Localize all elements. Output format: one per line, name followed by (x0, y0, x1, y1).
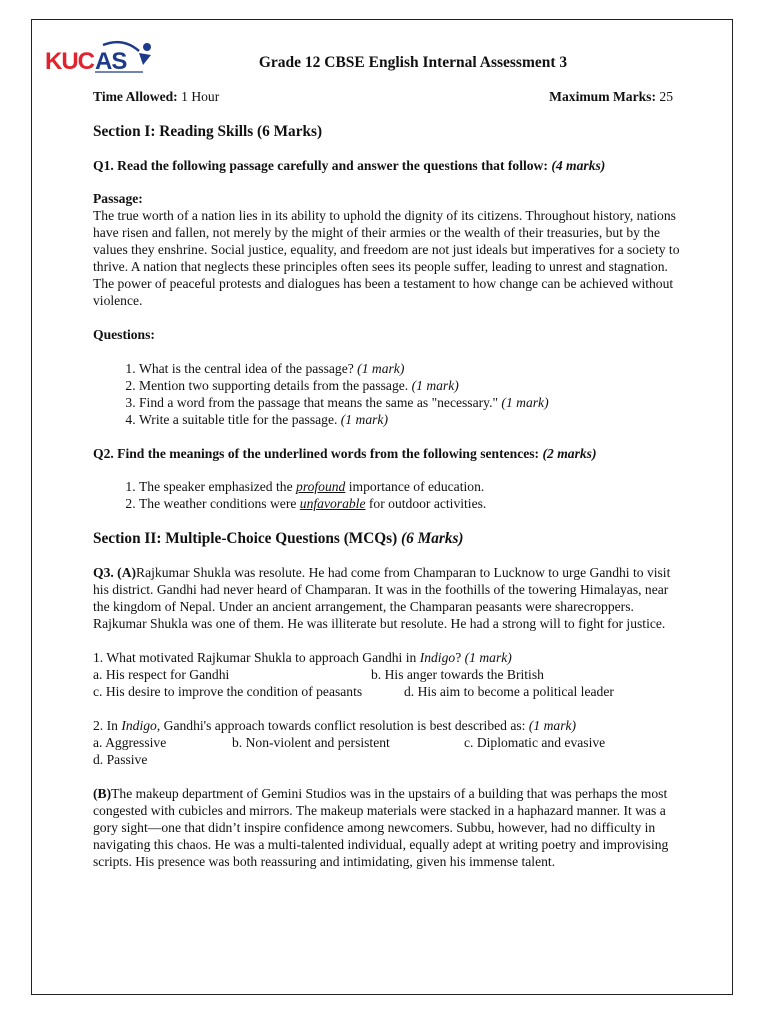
mcq2-option-b: b. Non-violent and persistent (232, 735, 390, 750)
questions-label: Questions: (93, 327, 155, 342)
section2-title: Section II: Multiple-Choice Questions (MCQs) (6 Marks) (93, 530, 464, 547)
mcq1-option-d: d. His aim to become a political leader (404, 684, 614, 699)
svg-text:KUC: KUC (45, 48, 94, 75)
maximum-marks: Maximum Marks: 25 (549, 89, 673, 104)
list-item: 2. The weather conditions were unfavorable for outdoor activities. (139, 495, 683, 512)
q2-sentence-list (93, 478, 683, 512)
section1-title: Section I: Reading Skills (6 Marks) (93, 123, 323, 140)
list-item: 2. Mention two supporting details from the passage. (1 mark) (139, 377, 683, 394)
list-item: 1. The speaker emphasized the profound importance of education. (139, 478, 683, 495)
b-passage: (B)The makeup department of Gemini Studios was in the upstairs of a building that was perhaps the most congested with cubicles and mirrors. The makeup materials were stacked in a haphazard manner. It was a gory sight—one that didn’t inspire confidence among newcomers. Subbu, however, had no difficulty in navigating this chaos. He was a multi-talented individual, equally adept at writing poetry and improvising scripts. His presence was both reassuring and intimidating, given his immense talent. (93, 786, 669, 869)
document-body (93, 88, 683, 870)
svg-text:AS: AS (95, 48, 127, 75)
mcq1-option-b: b. His anger towards the British (371, 667, 544, 682)
passage-label: Passage: (93, 191, 143, 206)
list-item: 1. What is the central idea of the passage? (1 mark) (139, 360, 683, 377)
time-allowed: Time Allowed: 1 Hour (93, 89, 220, 104)
mcq1-option-c: c. His desire to improve the condition of peasants (93, 684, 363, 699)
page-title: Grade 12 CBSE English Internal Assessment 3 (258, 54, 568, 71)
passage-text: The true worth of a nation lies in its ability to uphold the dignity of its citizens. Throughout history, nations have risen and fallen, not merely by the might of their armies or the wealth of their treasuries, but by the values they enshrine. Social justice, equality, and freedom are not just ideals but imperatives for a society to thrive. A nation that neglects these principles often sees its people suffer, leading to unrest and stagnation. The power of peaceful protests and dialogues has been a testament to how change can be achieved without violence. (93, 208, 680, 308)
mcq1-option-a: a. His respect for Gandhi (93, 667, 230, 682)
q2-prompt: Q2. Find the meanings of the underlined words from the following sentences: (2 marks) (93, 446, 597, 461)
q1-prompt: Q1. Read the following passage carefully and answer the questions that follow: (4 marks) (93, 158, 606, 173)
exam-meta (93, 88, 683, 105)
q3-passage: Q3. (A)Rajkumar Shukla was resolute. He had come from Champaran to Lucknow to urge Gandhi to visit his district. Gandhi had never heard of Champaran. It was in the foothills of the towering Himalayas, near the kingdom of Nepal. Under an ancient arrangement, the Champaran peasants were sharecroppers. Rajkumar Shukla was one of them. He was illiterate but resolute. He had a strong will to fight for justice. (93, 565, 671, 631)
list-item: 4. Write a suitable title for the passage. (1 mark) (139, 411, 683, 428)
list-item: 3. Find a word from the passage that means the same as "necessary." (1 mark) (139, 394, 683, 411)
document-page (31, 19, 733, 995)
mcq-2: 2. In Indigo, Gandhi's approach towards conflict resolution is best described as: (1 mark) a. Aggressive b. Non-violent and persistent c. Diplomatic and evasive d. Passive (93, 717, 683, 768)
mcq-1: 1. What motivated Rajkumar Shukla to approach Gandhi in Indigo? (1 mark) a. His respect for Gandhi b. His anger towards the British c. His desire to improve the condition of peasants d. His aim to become a political leader (93, 650, 614, 699)
q1-question-list (93, 360, 683, 428)
mcq2-option-d: d. Passive (93, 752, 148, 767)
mcq2-option-c: c. Diplomatic and evasive (464, 735, 606, 750)
mcq2-option-a: a. Aggressive (93, 735, 167, 750)
